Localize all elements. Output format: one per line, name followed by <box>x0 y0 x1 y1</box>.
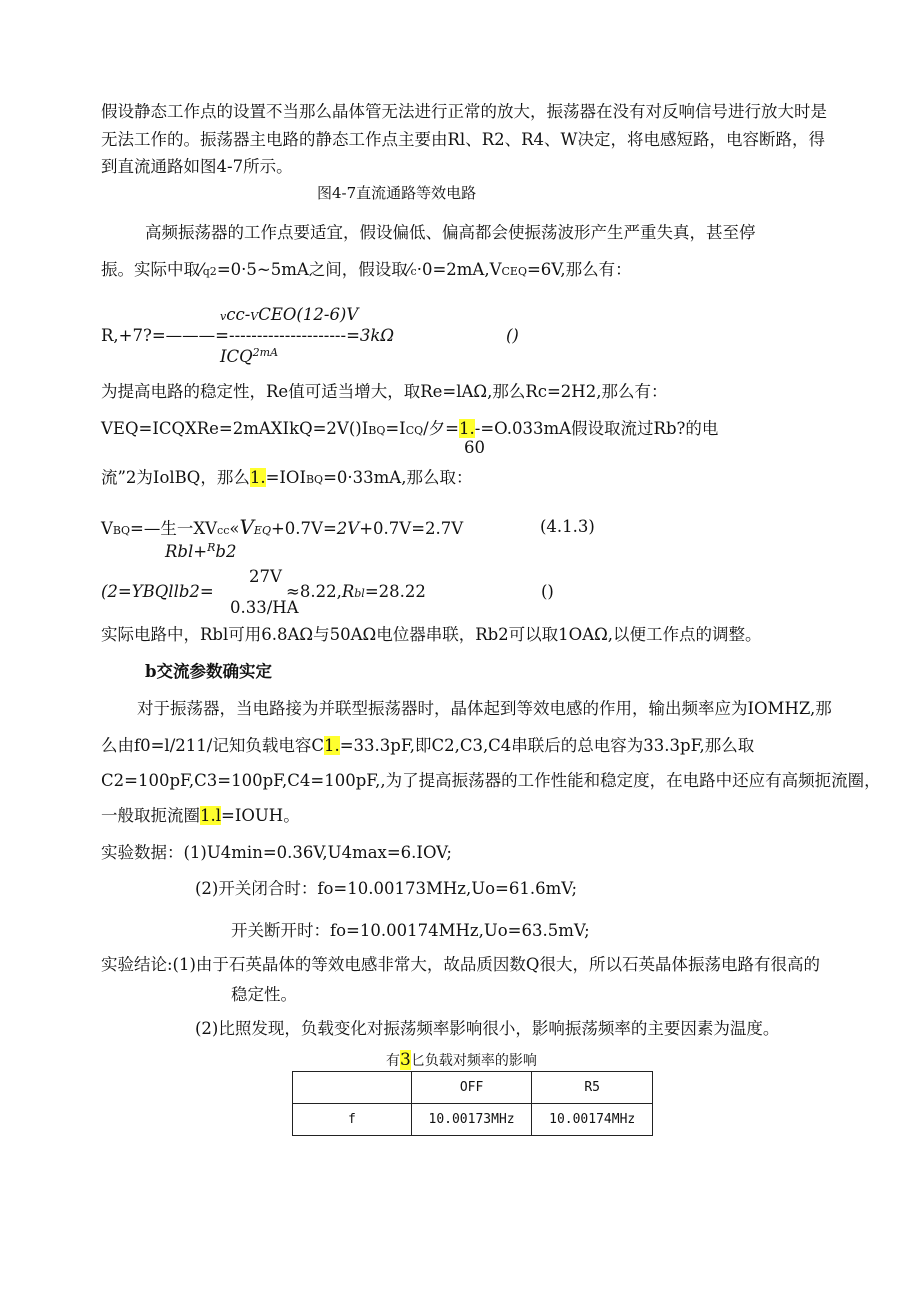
eq4-lhs: (2=YBQllb2= <box>101 582 214 601</box>
eq1-denominator: $ICQ^{2mA}$ <box>220 346 279 366</box>
table-header-row <box>293 1072 653 1104</box>
section-b-heading: b交流参数确实定 <box>145 662 273 681</box>
para1-line1: 假设静态工作点的设置不当那么晶体管无法进行正常的放大，振荡器在没有对反响信号进行放大时是 <box>101 102 827 121</box>
table-header-cell: R5 <box>532 1072 653 1104</box>
eq3-tag: (4.1.3) <box>540 517 595 536</box>
para2-line2: 振。实际中取⁄q2=0·5~5mA之间，假设取⁄c·0=2mA,VCEQ=6V,那么有： <box>101 260 632 279</box>
exp-conclusion-2: (2)比照发现，负载变化对振荡频率影响很小，影响振荡频率的主要因素为温度。 <box>195 1019 780 1038</box>
para1-line2: 无法工作的。振荡器主电路的静态工作点主要由Rl、R2、R4、W决定，将电感短路，电容断路，得 <box>101 130 826 149</box>
figure-caption: 图4-7直流通路等效电路 <box>317 184 477 202</box>
para6-line4: 一般取扼流圈1.l=IOUH。 <box>101 806 300 825</box>
table-cell: f <box>293 1104 412 1136</box>
eq1-tag: () <box>506 326 519 345</box>
para6-line1: 对于振荡器，当电路接为并联型振荡器时，晶体起到等效电感的作用，输出频率应为IOMHZ,那 <box>137 699 832 718</box>
exp-data-line1: 实验数据：(1)U4min=0.36V,U4max=6.IOV; <box>101 843 452 862</box>
exp-conclusion-1-cont: 稳定性。 <box>231 985 297 1004</box>
eq4-rhs: ≈8.22,Rbl=28.22 <box>286 582 426 601</box>
eq2-denominator: 60 <box>464 438 485 457</box>
table-row <box>293 1104 653 1136</box>
para4: 流”2为IolBQ，那么1.=IOIBQ=0·33mA,那么取： <box>101 468 473 487</box>
eq1-numerator: vcc-VCEO(12-6)V <box>220 305 359 324</box>
frequency-table <box>292 1071 653 1136</box>
table-cell: 10.00174MHz <box>532 1104 653 1136</box>
eq3-denominator: Rbl+$^R$b2 <box>165 541 237 561</box>
eq4-tag: () <box>541 582 554 601</box>
para3: 为提高电路的稳定性，Re值可适当增大，取Re=lAΩ,那么Rc=2H2,那么有： <box>101 382 668 401</box>
para2-line1: 高频振荡器的工作点要适宜，假设偏低、偏高都会使振荡波形产生严重失真，甚至停 <box>145 223 756 242</box>
table-header-cell <box>293 1072 412 1104</box>
eq1-main: R,+7?=———=---------------------=3kΩ <box>101 326 395 345</box>
eq2-line: VEQ=ICQXRe=2mAXIkQ=2V()IBQ=ICQ/夕=1.-=O.033mA假设取流过Rb?的电 <box>101 419 719 438</box>
para6-line2: 么由f0=l/211/记知负载电容C1.=33.3pF,即C2,C3,C4串联后的总电容为33.3pF,那么取 <box>101 736 755 755</box>
exp-data-line3: 开关断开时：fo=10.00174MHz,Uo=63.5mV; <box>231 921 590 940</box>
para1-line3: 到直流通路如图4-7所示。 <box>101 157 293 176</box>
table-cell: 10.00173MHz <box>411 1104 532 1136</box>
para5: 实际电路中，Rbl可用6.8AΩ与50AΩ电位器串联，Rb2可以取1OAΩ,以便工作点的调整。 <box>101 625 762 644</box>
eq3-main: VBQ=—生一XVcc«VEQ+0.7V=2V+0.7V=2.7V <box>101 515 464 539</box>
table-header-cell: OFF <box>411 1072 532 1104</box>
para6-line3: C2=100pF,C3=100pF,C4=100pF,,为了提高振荡器的工作性能和稳定度，在电路中还应有高频扼流圈， <box>101 771 881 790</box>
table-caption: 有3匕负载对频率的影响 <box>386 1050 537 1070</box>
exp-conclusion-1: 实验结论:(1)由于石英晶体的等效电感非常大，故品质因数Q很大，所以石英晶体振荡电路有很高的 <box>101 955 820 974</box>
eq4-denominator: 0.33/HA <box>230 598 299 617</box>
exp-data-line2: (2)开关闭合时：fo=10.00173MHz,Uo=61.6mV; <box>195 879 578 898</box>
eq4-numerator: 27V <box>249 567 282 586</box>
